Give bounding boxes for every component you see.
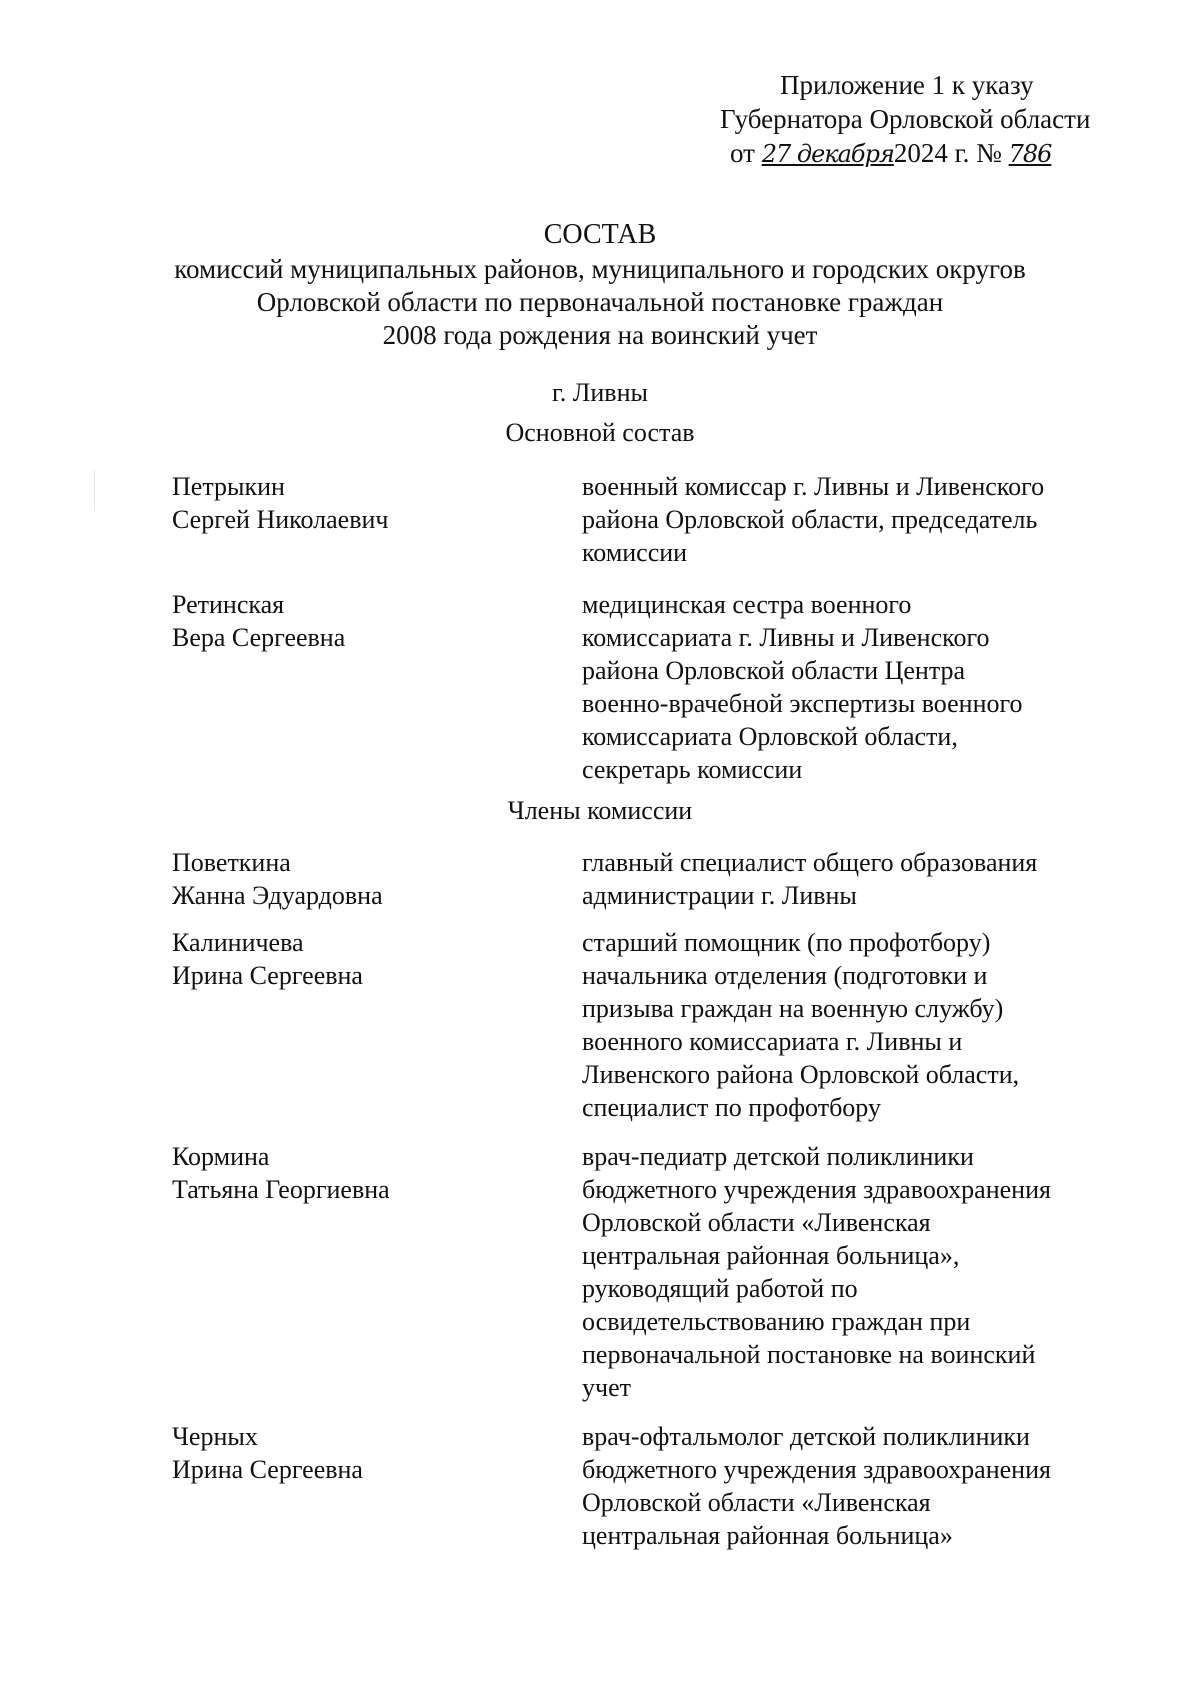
member-name [172,470,512,536]
role-line: старший помощник (по профотбору) [582,928,991,957]
handwritten-date: 27 декабря [761,140,894,168]
role-line: комиссии [582,538,688,567]
role-line: призыва граждан на военную службу) [582,994,1004,1023]
city-heading: г. Ливны [552,378,648,407]
main-composition-heading: Основной состав [505,418,695,447]
member-last-name: Поветкина [172,848,291,877]
member-first-name: Вера Сергеевна [172,623,346,652]
member-role [582,846,1142,912]
member-last-name: Петрыкин [172,472,285,501]
commission-members-heading: Члены комиссии [507,796,693,825]
title-line-2: Орловской области по первоначальной постановке граждан [256,287,944,317]
member-name [172,588,512,654]
role-line: первоначальной постановке на воинский [582,1340,1036,1369]
role-line: военно-врачебной экспертизы военного [582,689,1023,718]
role-line: главный специалист общего образования [582,848,1038,877]
member-last-name: Ретинская [172,590,285,619]
handwritten-number: 786 [1008,140,1052,168]
role-line: медицинская сестра военного [582,590,912,619]
member-last-name: Черных [172,1422,258,1451]
member-role [582,588,1142,786]
member-first-name: Ирина Сергеевна [172,961,363,990]
member-first-name: Жанна Эдуардовна [172,881,383,910]
year-text: 2024 г. № [893,138,1002,168]
appendix-line-1: Приложение 1 к указу [780,70,1034,100]
appendix-date-line [700,136,1120,171]
member-role [582,1140,1142,1404]
scan-artifact [94,470,95,510]
role-line: комиссариата г. Ливны и Ливенского [582,623,990,652]
role-line: освидетельствованию граждан при [582,1307,971,1336]
role-line: района Орловской области Центра [582,656,966,685]
appendix-header [700,68,1120,171]
member-first-name: Ирина Сергеевна [172,1455,363,1484]
title-line-1: комиссий муниципальных районов, муниципального и городских округов [174,254,1026,284]
member-first-name: Татьяна Георгиевна [172,1175,390,1204]
appendix-line-2: Губернатора Орловской области [720,104,1091,134]
role-line: бюджетного учреждения здравоохранения [582,1175,1051,1204]
role-line: бюджетного учреждения здравоохранения [582,1455,1051,1484]
member-role [582,926,1142,1124]
member-name [172,1420,512,1486]
role-line: врач-педиатр детской поликлиники [582,1142,974,1171]
member-last-name: Кормина [172,1142,270,1171]
document-title-block [100,218,1100,352]
member-role [582,1420,1142,1552]
role-line: администрации г. Ливны [582,881,857,910]
role-line: начальника отделения (подготовки и [582,961,988,990]
role-line: секретарь комиссии [582,755,803,784]
role-line: учет [582,1373,631,1402]
role-line: военный комиссар г. Ливны и Ливенского [582,472,1045,501]
role-line: Орловской области «Ливенская [582,1208,931,1237]
member-first-name: Сергей Николаевич [172,505,389,534]
role-line: специалист по профотбору [582,1093,881,1122]
role-line: военного комиссариата г. Ливны и [582,1027,963,1056]
role-line: района Орловской области, председатель [582,505,1038,534]
member-last-name: Калиничева [172,928,304,957]
date-prefix: от [730,138,755,168]
role-line: врач-офтальмолог детской поликлиники [582,1422,1030,1451]
member-role [582,470,1142,569]
role-line: комиссариата Орловской области, [582,722,958,751]
member-name [172,926,512,992]
role-line: Орловской области «Ливенская [582,1488,931,1517]
member-name [172,846,512,912]
role-line: руководящий работой по [582,1274,858,1303]
role-line: Ливенского района Орловской области, [582,1060,1020,1089]
title-line-3: 2008 года рождения на воинский учет [382,320,818,350]
role-line: центральная районная больница», [582,1241,960,1270]
document-title: СОСТАВ [543,219,657,250]
member-name [172,1140,512,1206]
role-line: центральная районная больница» [582,1521,953,1550]
